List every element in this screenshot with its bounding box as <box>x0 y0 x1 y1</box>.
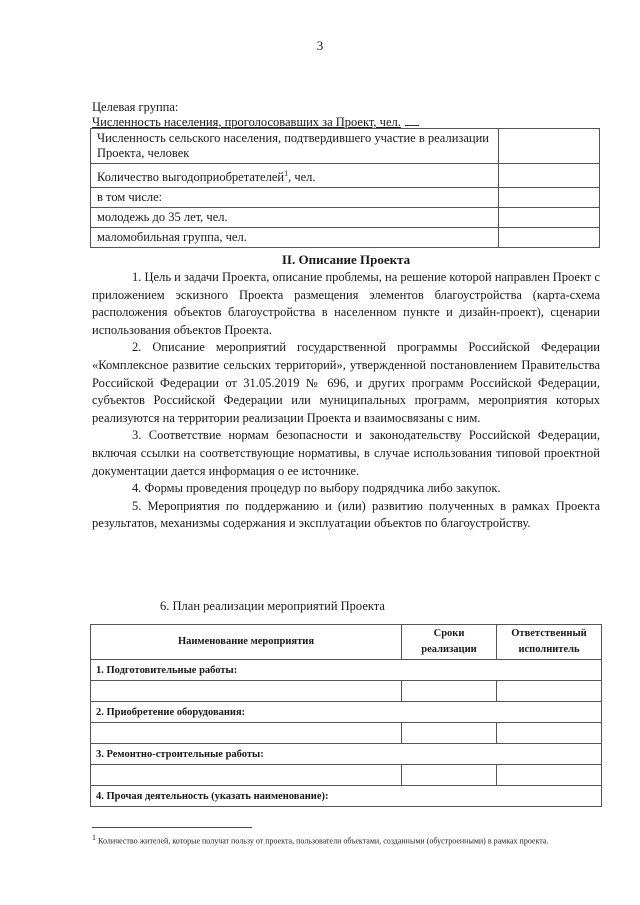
table-row <box>91 681 602 702</box>
table-cell <box>91 765 402 786</box>
table-cell <box>497 765 602 786</box>
stage-equipment: 2. Приобретение оборудования: <box>91 702 602 723</box>
rural-participants-value <box>499 129 600 164</box>
section-title: II. Описание Проекта <box>281 252 411 267</box>
voters-count-label: Численность населения, проголосовавших за Проект, чел. <box>92 115 401 129</box>
beneficiaries-value <box>499 164 600 188</box>
target-group-label: Целевая группа: <box>92 100 179 114</box>
youth-label: молодежь до 35 лет, чел. <box>91 208 499 228</box>
low-mobility-value <box>499 228 600 248</box>
footnote-text: Количество жителей, которые получат пользу от проекта, пользователи объектами, созданными (обустроенными) в рамках проекта. <box>98 836 549 846</box>
plan-title: 6. План реализации мероприятий Проекта <box>160 599 385 613</box>
youth-value <box>499 208 600 228</box>
target-group-header <box>92 100 512 130</box>
paragraph: 4. Формы проведения процедур по выбору подрядчика либо закупок. <box>132 481 501 496</box>
footnote-divider <box>92 827 252 828</box>
table-row <box>91 129 600 164</box>
footnote <box>92 832 600 848</box>
table-row <box>91 702 602 723</box>
table-cell <box>402 681 497 702</box>
table-row <box>91 164 600 188</box>
voters-count-blank <box>405 125 419 126</box>
including-value <box>499 188 600 208</box>
table-cell <box>497 681 602 702</box>
table-row <box>91 660 602 681</box>
low-mobility-label: маломобильная группа, чел. <box>91 228 499 248</box>
column-header-responsible: Ответственный исполнитель <box>497 625 602 660</box>
table-row <box>91 228 600 248</box>
paragraph: 2. Описание мероприятий государственной программы Российской Федерации «Комплексное развитие сельских территорий», утвержденной постановлением Правительства Российской Федерации от 31.05.2019 № 696, и других программ Российской Федерации, субъектов Российской Федерации или муниципальных программ, мероприятия которых реализуются на территории реализации Проекта и взаимосвязаны с ним. <box>92 340 600 425</box>
table-cell <box>402 723 497 744</box>
stage-other: 4. Прочая деятельность (указать наименование): <box>91 786 602 807</box>
footnote-mark: 1 <box>284 169 289 178</box>
beneficiaries-label: Количество выгодоприобретателей$^1$, чел. <box>91 164 499 188</box>
paragraph: 1. Цель и задачи Проекта, описание проблемы, на решение которой направлен Проект с приложением эскизного Проекта размещения элементов благоустройства (карта-схема расположения объектов благоустройства в населенном пункте и дизайн-проект), сценарии использования объектов Проекта. <box>92 270 600 337</box>
table-cell <box>497 723 602 744</box>
table-cell <box>402 765 497 786</box>
stage-construction: 3. Ремонтно-строительные работы: <box>91 744 602 765</box>
table-row <box>91 786 602 807</box>
paragraph: 5. Мероприятия по поддержанию и (или) развитию полученных в рамках Проекта результатов, механизмы содержания и эксплуатации объектов по благоустройству. <box>92 498 600 531</box>
including-label: в том числе: <box>91 188 499 208</box>
table-row <box>91 208 600 228</box>
table-row <box>91 744 602 765</box>
rural-participants-label: Численность сельского населения, подтвердившего участие в реализации Проекта, человек <box>91 129 499 164</box>
table-row <box>91 188 600 208</box>
column-header-activity: Наименование мероприятия <box>91 625 402 660</box>
table-header-row <box>91 625 602 660</box>
footnote-mark: 1 <box>92 833 96 842</box>
target-group-table <box>90 128 600 248</box>
table-row <box>91 723 602 744</box>
paragraph: 3. Соответствие нормам безопасности и законодательству Российской Федерации, включая ссылки на соответствующие нормативы, в случае использования типовой проектной документации дается информация о ее источнике. <box>92 428 600 478</box>
table-cell <box>91 681 402 702</box>
table-row <box>91 765 602 786</box>
plan-table <box>90 624 602 807</box>
project-description-section <box>92 251 600 533</box>
stage-preparatory: 1. Подготовительные работы: <box>91 660 602 681</box>
column-header-terms: Сроки реализации <box>402 625 497 660</box>
page-number: 3 <box>316 38 324 53</box>
table-cell <box>91 723 402 744</box>
